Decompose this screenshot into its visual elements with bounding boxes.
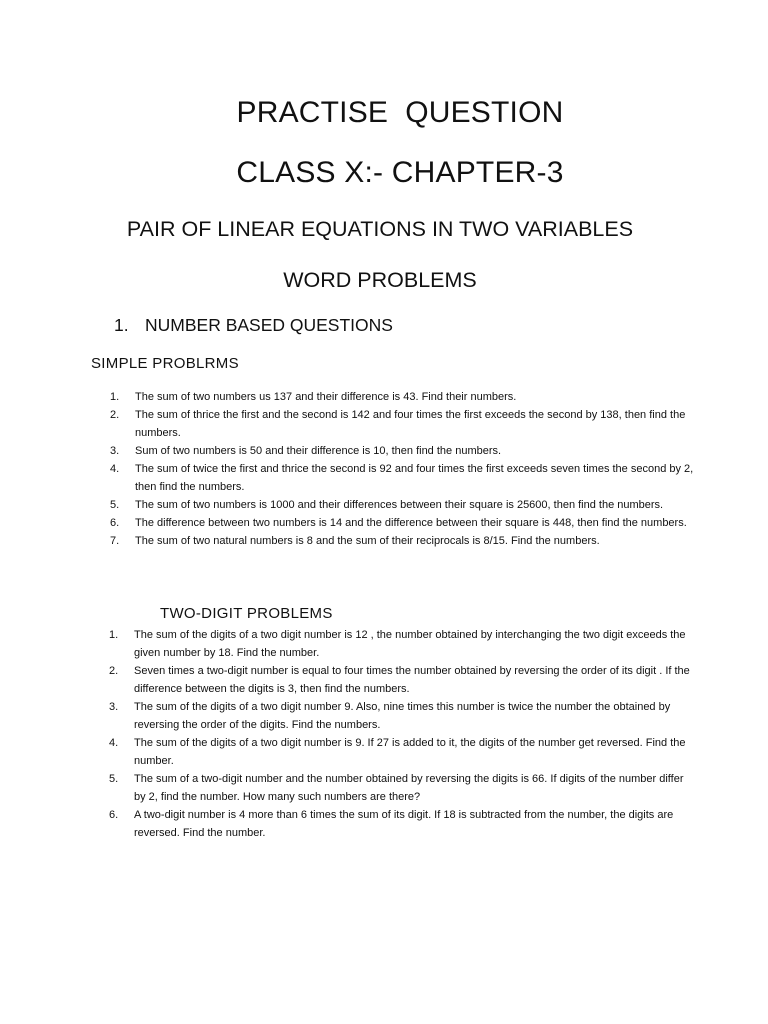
item-number: 6. <box>110 517 120 529</box>
item-text: The sum of thrice the first and the second is 142 and four times the first exceeds the second by 138, then find the numbers. <box>135 409 686 439</box>
simple-problems-heading: SIMPLE PROBLRMS <box>91 355 239 372</box>
document-title: PRACTISE QUESTION <box>236 96 564 129</box>
item-text: The difference between two numbers is 14 and the difference between their square is 448, then find the numbers. <box>135 517 687 529</box>
item-text: The sum of the digits of a two digit number is 12 , the number obtained by interchanging the two digit exceeds the given number by 18. Find the number. <box>134 629 686 659</box>
list-item <box>109 770 694 806</box>
item-number: 4. <box>110 463 120 475</box>
list-item <box>109 698 694 734</box>
two-digit-problems-list <box>0 626 768 842</box>
item-text: Seven times a two-digit number is equal to four times the number obtained by reversing the order of its digit . If the difference between the digits is 3, then find the numbers. <box>134 665 690 695</box>
item-number: 2. <box>110 409 120 421</box>
item-number: 5. <box>110 499 120 511</box>
list-item <box>110 406 695 442</box>
simple-problems-list <box>0 388 768 550</box>
item-text: The sum of two numbers is 1000 and their differences between their square is 25600, then find the numbers. <box>135 499 664 511</box>
item-text: The sum of the digits of a two digit number 9. Also, nine times this number is twice the number the obtained by reversing the order of the digits. Find the numbers. <box>134 701 671 731</box>
item-text: A two-digit number is 4 more than 6 times the sum of its digit. If 18 is subtracted from the number, the digits are reversed. Find the number. <box>134 809 674 839</box>
section-title: NUMBER BASED QUESTIONS <box>145 315 393 335</box>
item-text: The sum of two numbers us 137 and their difference is 43. Find their numbers. <box>135 391 517 403</box>
item-text: The sum of two natural numbers is 8 and the sum of their reciprocals is 8/15. Find the numbers. <box>135 535 600 547</box>
item-text: Sum of two numbers is 50 and their difference is 10, then find the numbers. <box>135 445 502 457</box>
list-item <box>110 460 695 496</box>
item-number: 3. <box>109 701 119 713</box>
item-number: 3. <box>110 445 120 457</box>
subtopic-heading: WORD PROBLEMS <box>283 268 477 292</box>
list-item <box>110 514 695 532</box>
section-number: 1. <box>114 315 129 335</box>
class-chapter-heading: CLASS X:- CHAPTER-3 <box>236 156 564 189</box>
item-number: 4. <box>109 737 119 749</box>
list-item <box>109 734 694 770</box>
list-item <box>110 532 695 550</box>
item-text: The sum of the digits of a two digit number is 9. If 27 is added to it, the digits of the number get reversed. Find the number. <box>134 737 686 767</box>
list-item <box>110 496 695 514</box>
section-heading <box>114 315 393 336</box>
item-number: 1. <box>110 391 120 403</box>
list-item <box>110 442 695 460</box>
item-text: The sum of twice the first and thrice the second is 92 and four times the first exceeds seven times the second by 2, then find the numbers. <box>135 463 694 493</box>
item-number: 2. <box>109 665 119 677</box>
item-number: 7. <box>110 535 120 547</box>
item-text: The sum of a two-digit number and the number obtained by reversing the digits is 66. If digits of the number differ by 2, find the number. How many such numbers are there? <box>134 773 684 803</box>
item-number: 6. <box>109 809 119 821</box>
list-item <box>109 626 694 662</box>
item-number: 5. <box>109 773 119 785</box>
list-item <box>109 806 694 842</box>
two-digit-problems-heading: TWO-DIGIT PROBLEMS <box>160 605 333 622</box>
item-number: 1. <box>109 629 119 641</box>
topic-heading: PAIR OF LINEAR EQUATIONS IN TWO VARIABLES <box>126 217 634 241</box>
list-item <box>109 662 694 698</box>
list-item <box>110 388 695 406</box>
